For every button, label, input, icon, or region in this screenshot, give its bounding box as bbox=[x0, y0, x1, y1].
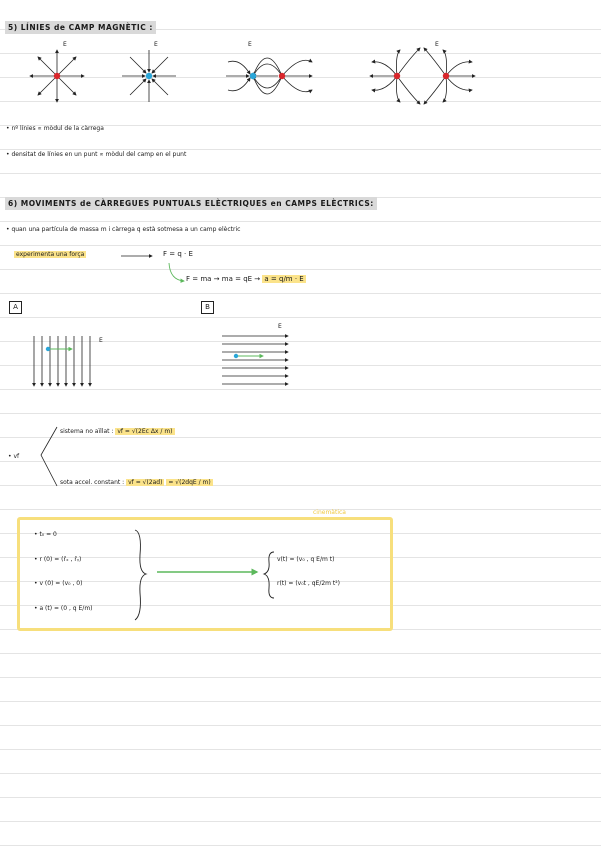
dipole-negative-charge bbox=[250, 73, 256, 79]
acceleration-equation-result: a = q/m · E bbox=[264, 275, 304, 283]
uniform-field-vertical bbox=[34, 336, 90, 386]
vf-branch bbox=[41, 427, 57, 486]
vf-case1-text: sistema no aïllat : bbox=[60, 428, 114, 435]
particle-b bbox=[234, 354, 238, 358]
field-label-1: E bbox=[63, 41, 67, 48]
field-label-2: E bbox=[154, 41, 158, 48]
vf-case2-formula2: = √(2dqE / m) bbox=[168, 479, 211, 486]
right-positive-charge bbox=[443, 73, 449, 79]
force-equation: F = q · E bbox=[163, 250, 193, 258]
label-a: A bbox=[9, 301, 22, 314]
acceleration-equation bbox=[186, 275, 306, 283]
section5-heading: 5) LÍNIES de CAMP MAGNÈTIC : bbox=[5, 21, 156, 34]
section6-heading: 6) MOVIMENTS de CÀRREGUES PUNTUALS ELÈCTRIQUES en CAMPS ELÈCTRICS: bbox=[5, 197, 377, 210]
bullet-line-density: • densitat de línies en un punt ∝ mòdul del camp en el punt bbox=[6, 151, 187, 158]
label-b: B bbox=[201, 301, 214, 314]
field-label-b: E bbox=[278, 323, 282, 330]
vf-label: • vf bbox=[8, 453, 20, 460]
dipole-positive-charge bbox=[279, 73, 285, 79]
result-velocity: v(t) = (v₀ , q E/m t) bbox=[277, 556, 335, 563]
acceleration-equation-left: F = ma → ma = qE → bbox=[186, 275, 261, 283]
particle-bullet: • quan una partícula de massa m i càrrega q està sotmesa a un camp elèctric bbox=[6, 226, 241, 233]
field-label-4: E bbox=[435, 41, 439, 48]
kinematics-label: cinemàtica bbox=[313, 509, 346, 516]
green-curved-arrow bbox=[169, 263, 184, 281]
initial-time: • t₀ = 0 bbox=[34, 531, 57, 538]
left-positive-charge bbox=[394, 73, 400, 79]
vf-case1-formula: vf = √(2Ec Δx / m) bbox=[117, 428, 173, 435]
field-label-3: E bbox=[248, 41, 252, 48]
vf-case-not-isolated bbox=[60, 428, 175, 435]
negative-charge bbox=[146, 73, 152, 79]
dipole-diagram bbox=[226, 58, 312, 94]
kinematics-box bbox=[17, 517, 393, 631]
acceleration-value: • a (t) = (0 , q E/m) bbox=[34, 605, 93, 612]
uniform-field-horizontal bbox=[222, 336, 288, 384]
vf-case2-text: sota accel. constant : bbox=[60, 479, 125, 486]
positive-charge bbox=[54, 73, 60, 79]
experiments-force-text bbox=[14, 251, 86, 258]
vf-case-constant-accel bbox=[60, 479, 213, 486]
field-label-a: E bbox=[99, 337, 103, 344]
vf-case2-formula: vf = √(2ad) bbox=[128, 479, 163, 486]
two-positive-charges-diagram bbox=[370, 48, 475, 104]
experiments-force-highlight: experimenta una força bbox=[16, 251, 85, 258]
initial-position: • r (0) = (r̄ₓ , r̄ᵧ) bbox=[34, 556, 82, 563]
particle-a bbox=[46, 347, 50, 351]
initial-velocity: • v (0) = (v₀ , 0) bbox=[34, 580, 83, 587]
result-position: r(t) = (v₀t , qE/2m t²) bbox=[277, 580, 341, 587]
bullet-lines-charge: • nº línies ∝ mòdul de la càrrega bbox=[6, 125, 104, 132]
